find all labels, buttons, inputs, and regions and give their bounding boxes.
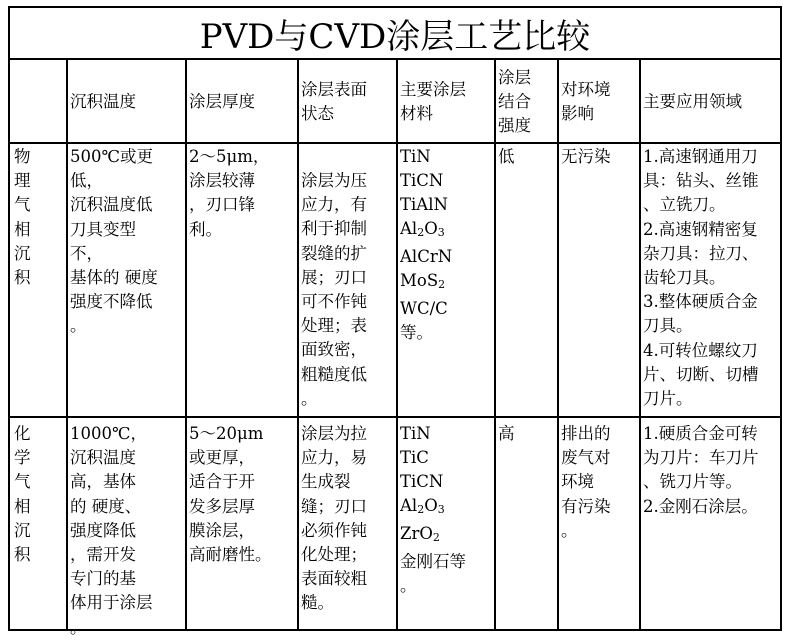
cvd-thickness: 5～20μm 或更厚， 适合于开 发多层厚 膜涂层， 高耐磨性。 [189, 424, 272, 565]
column-divider [557, 60, 559, 629]
material-item: MoS2 [400, 271, 446, 291]
comparison-table [8, 6, 782, 637]
material-item: TiCN [400, 472, 444, 491]
pvd-application: 1.高速钢通用刀 具：钻头、丝锥 、立铣刀。 2.高速钢精密复 杂刀具：拉刀、 齿轮刀具。 3.整体硬质合金 刀具。 4.可转位螺纹刀 片、切断、切槽 刀片。 [643, 147, 759, 409]
cvd-materials [400, 422, 494, 598]
header-thickness: 涂层厚度 [189, 92, 255, 111]
column-divider [396, 60, 398, 629]
column-divider [297, 60, 299, 629]
cvd-temperature: 1000℃， 沉积温度 高，基体 的 硬度、 强度降低 ，需开发 专门的基 体用于涂层 。 [70, 424, 153, 637]
cvd-surface: 涂层为拉 应力，易 生成裂 缝；刃口 必须作钝 化处理； 表面较粗 糙。 [301, 424, 367, 613]
material-item: TiCN [400, 171, 444, 190]
row-name-cvd: 化 学 气 相 沉 积 [14, 424, 31, 565]
header-bond-strength: 涂层 结合 强度 [498, 68, 531, 136]
material-item: ZrO2 [400, 524, 440, 544]
cvd-environment: 排出的 废气对 环境 有污染 。 [561, 424, 611, 540]
header-application: 主要应用领域 [643, 92, 742, 111]
material-item: 金刚石等 [400, 552, 466, 571]
table-title: PVD与CVD涂层工艺比较 [10, 8, 780, 60]
material-item: TiC [400, 448, 429, 467]
header-surface: 涂层表面 状态 [301, 80, 367, 124]
pvd-surface: 涂层为压 应力，有 利于抑制 裂缝的扩 展；刃口 可不作钝 处理；表 面致密， 粗糙度低 。 [301, 171, 367, 408]
column-divider [66, 60, 68, 629]
pvd-temperature: 500℃或更 低， 沉积温度低 刀具变型 不， 基体的 硬度 强度不降低 。 [70, 147, 158, 336]
material-item: TiAlN [400, 195, 448, 214]
material-item: Al2O3 [400, 219, 445, 239]
row-divider [10, 142, 780, 144]
material-item: 。 [400, 576, 417, 595]
cvd-application: 1.硬质合金可转 为刀片：车刀片 、铣刀片等。 2.金刚石涂层。 [643, 424, 759, 516]
pvd-bond-strength: 低 [498, 147, 515, 166]
column-divider [639, 60, 641, 629]
cvd-bond-strength: 高 [498, 424, 515, 443]
row-name-pvd: 物 理 气 相 沉 积 [14, 147, 31, 288]
column-divider [494, 60, 496, 629]
header-temperature: 沉积温度 [70, 92, 136, 111]
material-item: TiN [400, 147, 431, 166]
material-item: AlCrN [400, 247, 453, 266]
material-item: 等。 [400, 323, 433, 342]
pvd-thickness: 2～5μm， 涂层较薄 ，刃口锋 利。 [189, 147, 270, 239]
header-environment: 对环境 影响 [561, 80, 611, 124]
material-item: TiN [400, 424, 431, 443]
pvd-materials [400, 145, 494, 345]
material-item: WC/C [400, 299, 448, 318]
material-item: Al2O3 [400, 496, 445, 516]
column-divider [185, 60, 187, 629]
header-materials: 主要涂层 材料 [400, 80, 466, 124]
row-divider [10, 416, 780, 418]
pvd-environment: 无污染 [561, 147, 611, 166]
